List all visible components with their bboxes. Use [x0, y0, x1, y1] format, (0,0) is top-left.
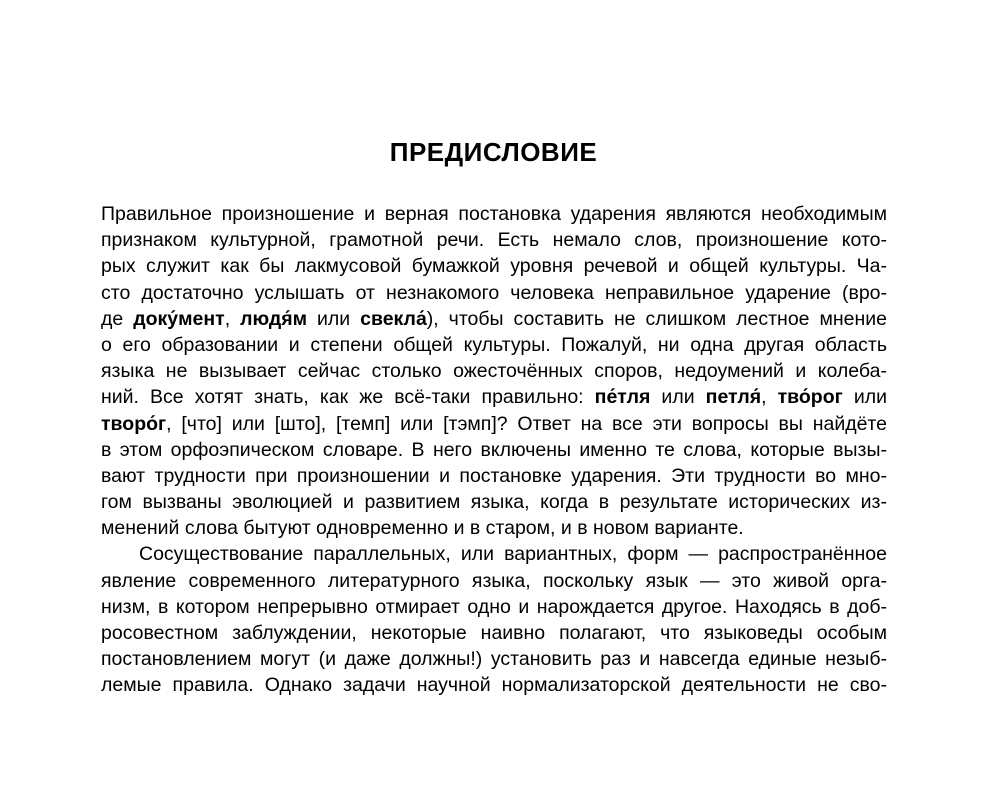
- text-run: ), чтобы составить не слишком лестное мнение: [426, 307, 888, 330]
- text-run: де: [101, 307, 134, 330]
- text-line: вают трудности при произношении и постановке ударения. Эти трудности во мно-: [101, 464, 887, 487]
- text-run: или: [650, 386, 706, 409]
- text-line: признаком культурной, грамотной речи. Есть немало слов, произношение кото-: [101, 229, 887, 252]
- text-line: лемые правила. Однако задачи научной нормализаторской деятельности не сво-: [101, 674, 887, 697]
- text-line: [101, 384, 887, 410]
- text-run: ,: [761, 386, 778, 409]
- text-line: Сосуществование параллельных, или вариантных, форм — распространённое: [139, 543, 887, 566]
- text-line: гом вызваны эволюцией и развитием языка, когда в результате исторических из-: [101, 491, 887, 514]
- text-run: ний. Все хотят знать, как же всё-таки правильно:: [101, 386, 595, 409]
- text-line: Правильное произношение и верная постановка ударения являются необходимым: [101, 203, 887, 225]
- stressed-word: петля́: [705, 386, 762, 409]
- preface-body: [101, 201, 887, 699]
- text-line: языка не вызывает сейчас столько ожесточённых споров, недоумений и колеба-: [101, 360, 887, 383]
- text-run: , [что] или [што], [темп] или [тэмп]? Ответ на все эти вопросы вы найдёте: [166, 412, 887, 435]
- stressed-word: доку́мент: [133, 307, 225, 330]
- stressed-word: творо́г: [101, 412, 167, 435]
- text-line: низм, в котором непрерывно отмирает одно и нарождается другое. Находясь в доб-: [101, 595, 887, 618]
- page-title: ПРЕДИСЛОВИЕ: [389, 137, 598, 167]
- text-run: или: [307, 307, 361, 330]
- text-line: сто достаточно услышать от незнакомого человека неправильное ударение (вро-: [101, 281, 887, 304]
- text-run: или: [842, 386, 887, 409]
- text-line: [101, 411, 887, 437]
- text-line: менений слова бытуют одновременно и в старом, и в новом варианте.: [101, 517, 744, 540]
- stressed-word: тво́рог: [777, 386, 843, 409]
- text-line: постановлением могут (и даже должны!) установить раз и навсегда единые незыб-: [101, 648, 887, 671]
- text-line: росовестном заблуждении, некоторые наивно полагают, что языковеды особым: [101, 622, 887, 644]
- text-line: рых служит как бы лакмусовой бумажкой уровня речевой и общей культуры. Ча-: [101, 255, 887, 278]
- text-line: явление современного литературного языка, поскольку язык — это живой орга-: [101, 569, 887, 592]
- text-line: в этом орфоэпическом словаре. В него включены именно те слова, которые вызы-: [101, 438, 887, 461]
- stressed-word: людя́м: [240, 307, 308, 330]
- text-line: о его образовании и степени общей культуры. Пожалуй, ни одна другая область: [101, 333, 887, 356]
- stressed-word: пе́тля: [594, 386, 651, 409]
- text-run: ,: [224, 307, 241, 330]
- text-line: [101, 306, 887, 332]
- stressed-word: свекла́: [360, 307, 427, 330]
